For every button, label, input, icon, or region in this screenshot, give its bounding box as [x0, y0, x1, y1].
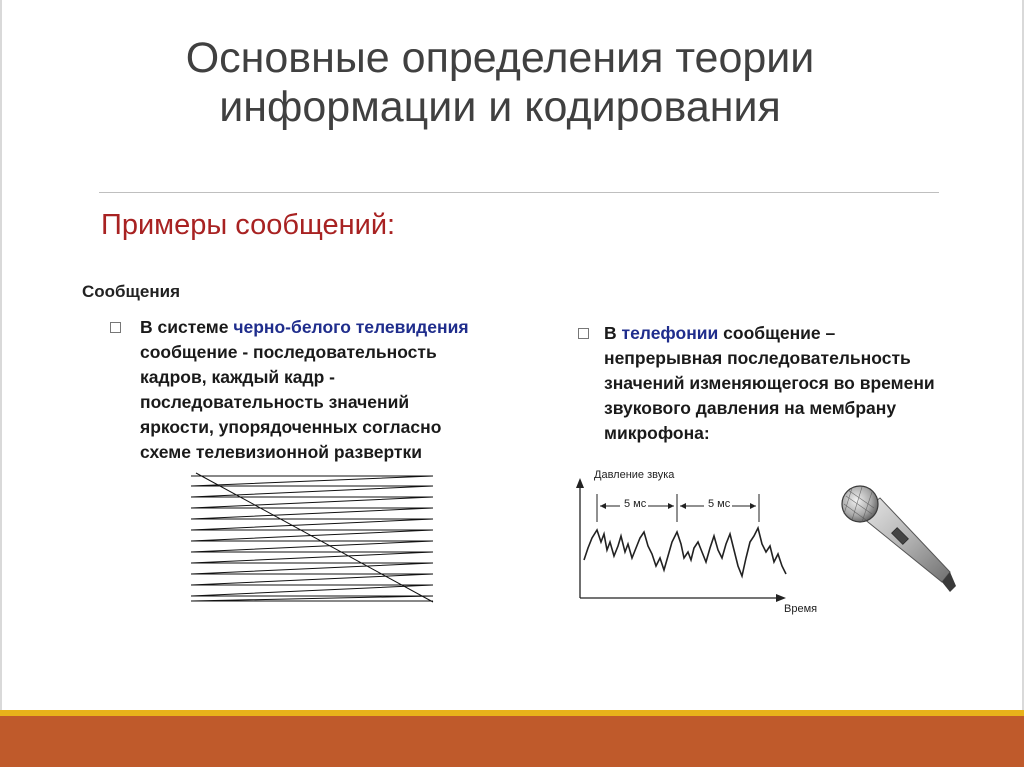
interval-label-2: 5 мс: [708, 498, 731, 510]
x-axis-arrow-icon: [776, 594, 786, 602]
tv-bullet-line-2: сообщение - последовательность: [140, 342, 437, 362]
phone-bullet-line-5: микрофона:: [604, 423, 710, 443]
tv-raster-scan-diagram: [188, 470, 438, 608]
sound-xlabel: Время: [784, 603, 818, 615]
phone-bullet-line-2: непрерывная последовательность: [604, 348, 911, 368]
tv-bullet-highlight: черно-белого телевидения: [233, 317, 469, 337]
tv-bullet-line-5: яркости, упорядоченных согласно: [140, 417, 442, 437]
phone-bullet-highlight: телефонии: [621, 323, 719, 343]
tv-bullet-line-4: последовательность значений: [140, 392, 410, 412]
sound-waveform: [584, 528, 786, 576]
phone-bullet-line-3: значений изменяющегося во времени: [604, 373, 935, 393]
slide-title-line-2: информации и кодирования: [219, 83, 781, 131]
phone-bullet-text: [604, 321, 958, 446]
footer-bar: [0, 716, 1024, 767]
section-label: Сообщения: [82, 282, 180, 301]
slide-frame-left: [0, 0, 2, 710]
slide-title-line-1: Основные определения теории: [185, 34, 815, 82]
tv-bullet-line-3: кадров, каждый кадр -: [140, 367, 336, 387]
tv-bullet-line-6: схеме телевизионной развертки: [140, 442, 423, 462]
tv-bullet-line-1-plain: В системе: [140, 317, 234, 337]
bullet-square-icon: [578, 328, 589, 339]
interval-label-1: 5 мс: [624, 498, 647, 510]
bullet-square-icon: [110, 322, 121, 333]
title-divider: [99, 192, 939, 193]
phone-bullet-line-1-plain-a: В: [604, 323, 622, 343]
sound-ylabel: Давление звука: [594, 469, 675, 481]
tv-bullet-line-1: [140, 315, 469, 340]
phone-bullet-line-4: звукового давления на мембрану: [604, 398, 897, 418]
sound-pressure-diagram: [570, 462, 830, 616]
phone-bullet-line-1: [604, 321, 958, 346]
phone-bullet-line-1-plain-b: сообщение –: [718, 323, 836, 343]
tv-bullet-text: [140, 315, 469, 465]
microphone-icon: [832, 480, 958, 600]
y-axis-arrow-icon: [576, 478, 584, 488]
slide-title: [100, 34, 900, 132]
slide-subtitle: Примеры сообщений:: [101, 209, 396, 241]
